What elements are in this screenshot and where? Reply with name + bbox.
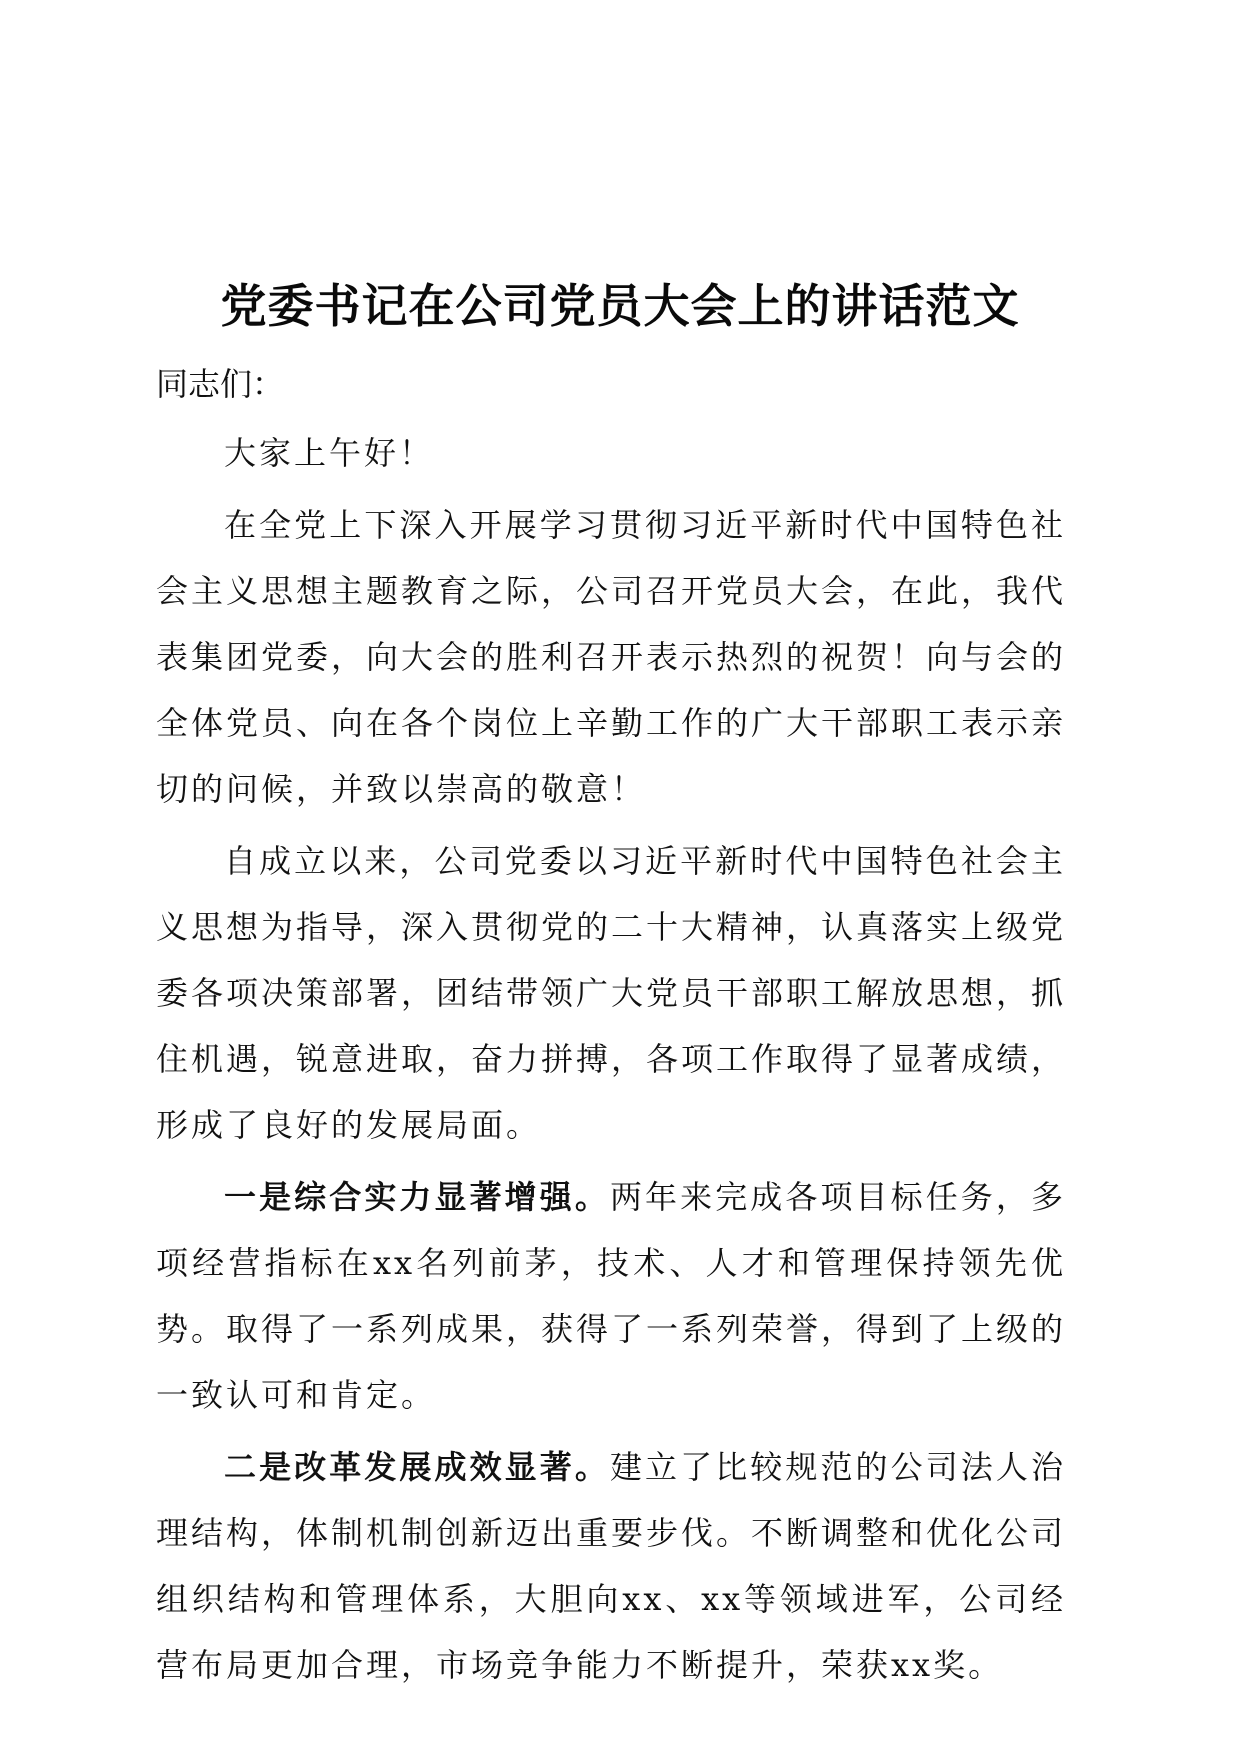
paragraph-strength-text: 两年来完成各项目标任务，多项经营指标在xx名列前茅，技术、人才和管理保持领先优势。取得了一系列成果，获得了一系列荣誉，得到了上级的一致认可和肯定。: [156, 1178, 1067, 1414]
paragraph-strength-lead: 一是综合实力显著增强。: [224, 1178, 610, 1216]
document-body: [156, 420, 1066, 1704]
paragraph-strength: [156, 1164, 1066, 1428]
paragraph-achievements: 自成立以来，公司党委以习近平新时代中国特色社会主义思想为指导，深入贯彻党的二十大精神，认真落实上级党委各项决策部署，团结带领广大党员干部职工解放思想，抓住机遇，锐意进取，奋力拼搏，各项工作取得了显著成绩，形成了良好的发展局面。: [156, 842, 1067, 1144]
paragraph-reform: [156, 1434, 1066, 1698]
document-title: 党委书记在公司党员大会上的讲话范文: [220, 279, 1020, 333]
salutation: 同志们：: [156, 365, 285, 403]
greeting-paragraph: 大家上午好！: [224, 434, 435, 472]
paragraph-reform-lead: 二是改革发展成效显著。: [224, 1448, 610, 1486]
paragraph-reform-text: 建立了比较规范的公司法人治理结构，体制机制创新迈出重要步伐。不断调整和优化公司组织结构和管理体系，大胆向xx、xx等领域进军，公司经营布局更加合理，市场竞争能力不断提升，荣获xx奖。: [156, 1448, 1067, 1684]
paragraph-congratulations: 在全党上下深入开展学习贯彻习近平新时代中国特色社会主义思想主题教育之际，公司召开党员大会，在此，我代表集团党委，向大会的胜利召开表示热烈的祝贺！向与会的全体党员、向在各个岗位上辛勤工作的广大干部职工表示亲切的问候，并致以崇高的敬意！: [156, 506, 1067, 808]
